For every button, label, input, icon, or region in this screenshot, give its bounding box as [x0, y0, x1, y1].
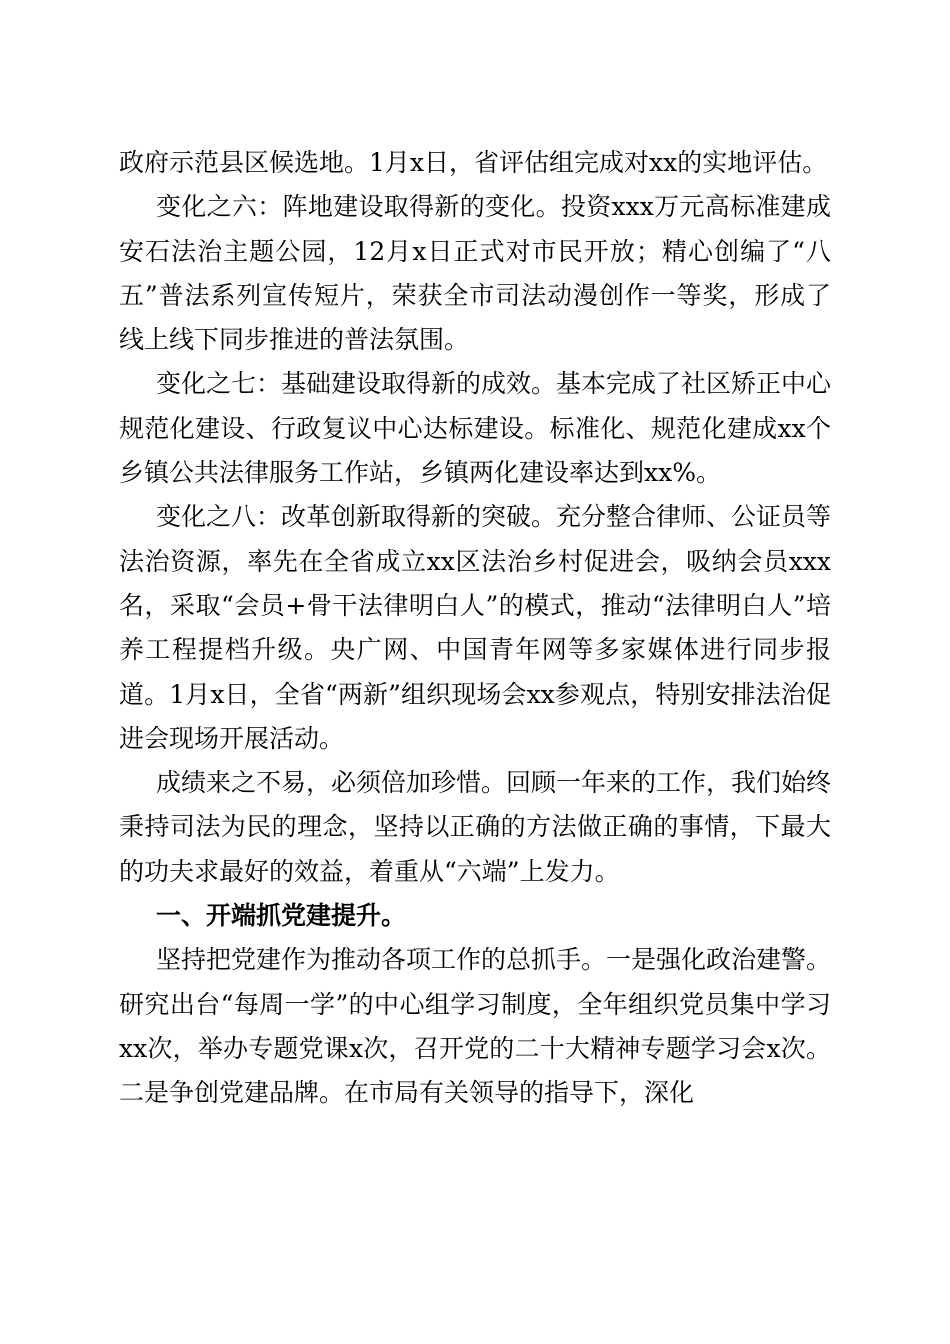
paragraph-continuation: 政府示范县区候选地。1月x日，省评估组完成对xx的实地评估。: [119, 148, 828, 177]
paragraph-change-six: 变化之六：阵地建设取得新的变化。投资xxx万元高标准建成安石法治主题公园，12月x日正式对市民开放；精心创编了“八五”普法系列宣传短片，荣获全市司法动漫创作一等奖，形成了线上线下同步推进的普法氛围。: [119, 192, 831, 355]
document-body: [119, 141, 831, 1116]
section-heading: 一、开端抓党建提升。: [156, 901, 407, 931]
paragraph-change-seven: 变化之七：基础建设取得新的成效。基本完成了社区矫正中心规范化建设、行政复议中心达标建设。标准化、规范化建成xx个乡镇公共法律服务工作站，乡镇两化建设率达到xx%。: [119, 369, 832, 488]
paragraph-change-eight: 变化之八：改革创新取得新的突破。充分整合律师、公证员等法治资源，率先在全省成立xx区法治乡村促进会，吸纳会员xxx名，采取“会员+骨干法律明白人”的模式，推动“法律明白人”培养工程提档升级。央广网、中国青年网等多家媒体进行同步报道。1月x日，全省“两新”组织现场会xx参观点，特别安排法治促进会现场开展活动。: [119, 502, 832, 753]
paragraph-summary: 成绩来之不易，必须倍加珍惜。回顾一年来的工作，我们始终秉持司法为民的理念，坚持以正确的方法做正确的事情，下最大的功夫求最好的效益，着重从“六端”上发力。: [119, 768, 832, 886]
paragraph-party-building: 坚持把党建作为推动各项工作的总抓手。一是强化政治建警。研究出台“每周一学”的中心组学习制度，全年组织党员集中学习xx次，举办专题党课x次，召开党的二十大精神专题学习会x次。二是争创党建品牌。在市局有关领导的指导下，深化: [119, 945, 832, 1108]
